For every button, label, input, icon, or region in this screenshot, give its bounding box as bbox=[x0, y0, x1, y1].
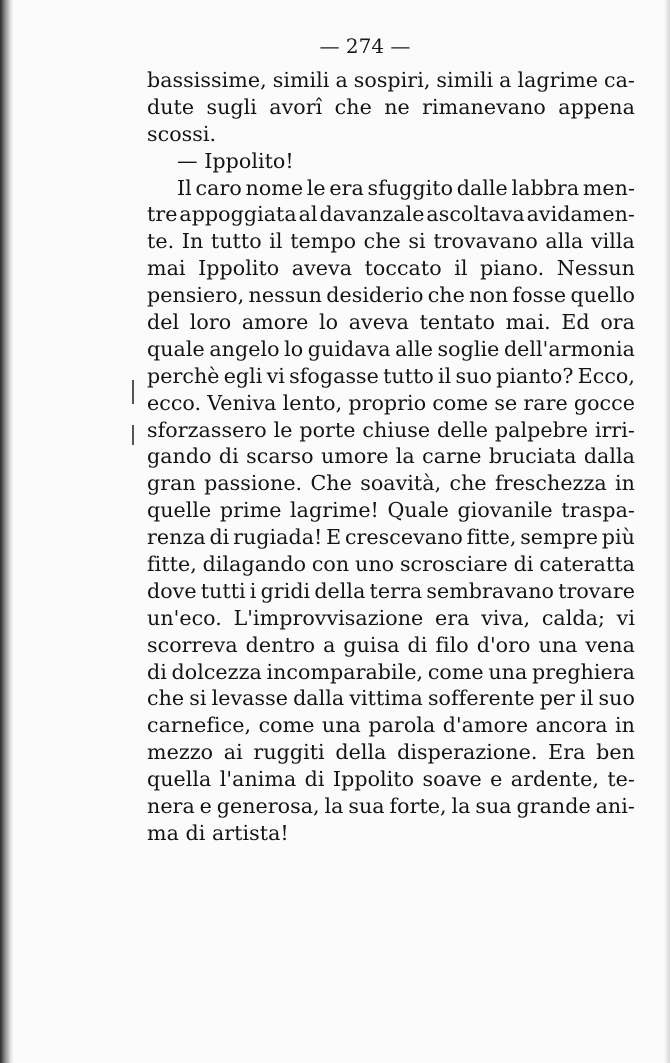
page-edge-shadow bbox=[664, 0, 670, 1063]
text-line: dove tutti i gridi della terra sembravano trovare bbox=[147, 578, 635, 603]
body-text bbox=[147, 67, 635, 847]
page-gutter-shadow bbox=[0, 0, 14, 1063]
text-line: fitte, dilagando con uno scrosciare di cateratta bbox=[147, 552, 635, 577]
text-line: carnefice, come una parola d'amore ancora in bbox=[147, 713, 635, 738]
text-line: perchè egli vi sfogasse tutto il suo pianto? Ecco, bbox=[147, 363, 635, 388]
text-line: quelle prime lagrime! Quale giovanile traspa- bbox=[147, 498, 635, 523]
text-line: quale angelo lo guidava alle soglie dell'armonia bbox=[147, 336, 635, 361]
text-line: gran passione. Che soavità, che freschezza in bbox=[147, 471, 635, 496]
page-number: — 274 — bbox=[319, 34, 411, 58]
text-line: Il caro nome le era sfuggito dalle labbra men- bbox=[177, 175, 635, 200]
text-line: — Ippolito! bbox=[177, 148, 294, 173]
text-line: te. In tutto il tempo che si trovavano alla villa bbox=[147, 229, 635, 254]
text-line: del loro amore lo aveva tentato mai. Ed ora bbox=[147, 310, 635, 335]
text-line: bassissime, simili a sospiri, simili a lagrime ca- bbox=[147, 68, 635, 92]
text-line: che si levasse dalla vittima sofferente per il suo bbox=[147, 686, 635, 711]
text-line: renza di rugiada! E crescevano fitte, sempre più bbox=[147, 525, 635, 550]
margin-mark bbox=[132, 380, 134, 404]
text-line: mezzo ai ruggiti della disperazione. Era ben bbox=[147, 740, 635, 765]
text-line: dute sugli avorî che ne rimanevano appena bbox=[147, 94, 635, 119]
text-line: ma di artista! bbox=[147, 820, 289, 845]
margin-mark bbox=[132, 425, 134, 445]
text-line: sforzassero le porte chiuse delle palpebre irri- bbox=[147, 417, 635, 442]
text-line: ecco. Veniva lento, proprio come se rare gocce bbox=[147, 390, 635, 415]
text-line: quella l'anima di Ippolito soave e ardente, te- bbox=[147, 767, 635, 792]
text-line: di dolcezza incomparabile, come una preghiera bbox=[147, 659, 635, 684]
text-line: mai Ippolito aveva toccato il piano. Nessun bbox=[147, 256, 635, 281]
text-line: tre appoggiata al davanzale ascoltava avidamen- bbox=[147, 202, 635, 227]
text-line: gando di scarso umore la carne bruciata dalla bbox=[147, 444, 635, 469]
text-line: scorreva dentro a guisa di filo d'oro una vena bbox=[147, 632, 635, 657]
text-line: nera e generosa, la sua forte, la sua grande ani- bbox=[147, 794, 635, 819]
text-line: pensiero, nessun desiderio che non fosse quello bbox=[147, 283, 635, 308]
text-line: scossi. bbox=[147, 121, 217, 146]
text-line: un'eco. L'improvvisazione era viva, calda; vi bbox=[147, 605, 635, 630]
